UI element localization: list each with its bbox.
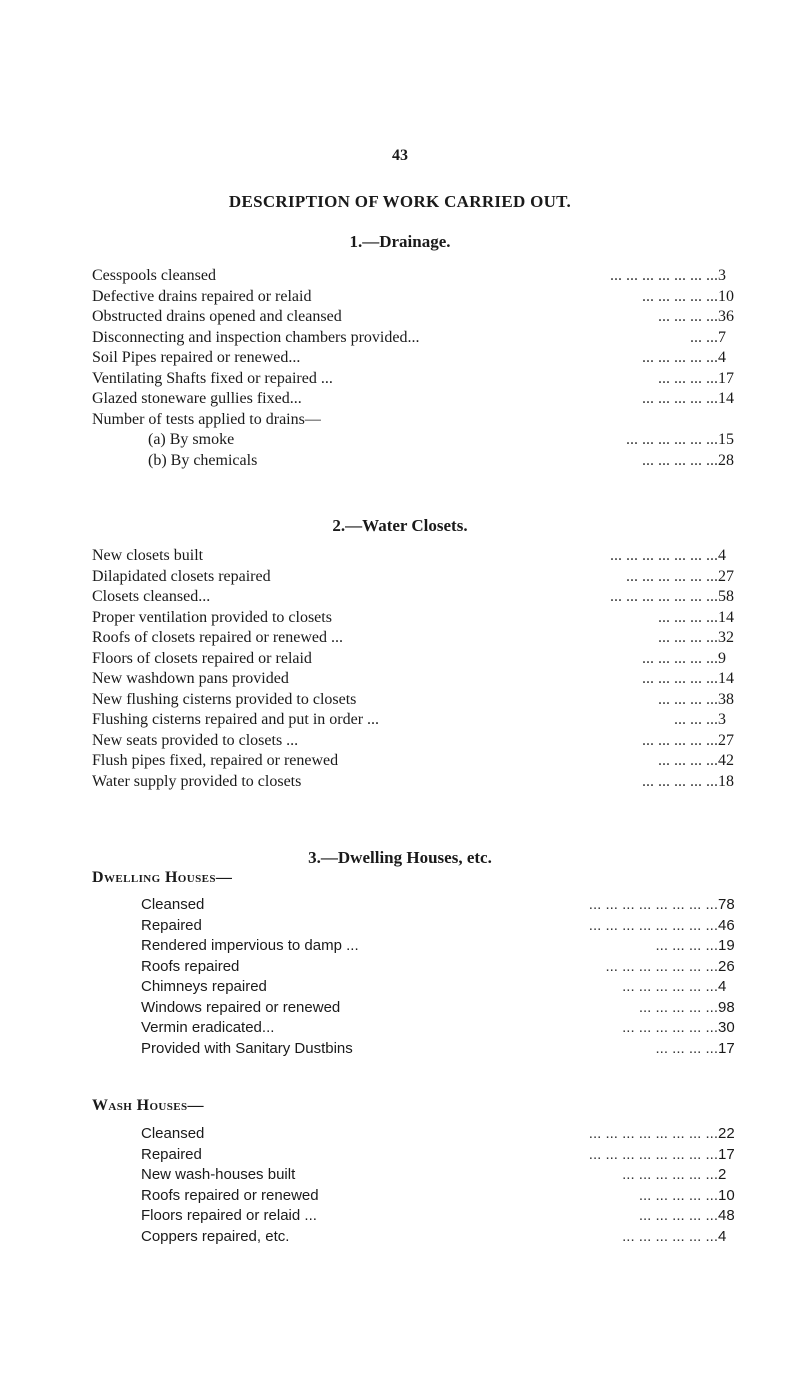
dwelling-houses-list — [0, 895, 800, 1059]
entry-value: 28 — [718, 451, 734, 469]
subsection-heading-wash-houses: Wash Houses— — [92, 1097, 204, 1114]
entry-value: 3 — [718, 267, 726, 284]
entry-label: Roofs of closets repaired or renewed ... — [92, 629, 344, 646]
entry-value: 14 — [718, 608, 734, 626]
entry-label: Glazed stoneware gullies fixed... — [92, 390, 302, 407]
leader-dots: ... ... ... ... ... — [642, 349, 718, 366]
list-item — [0, 895, 800, 916]
entry-value: 26 — [718, 957, 735, 975]
leader-dots: ... ... ... ... ... ... ... — [605, 957, 718, 975]
entry-value: 14 — [718, 390, 734, 407]
entry-value: 14 — [718, 670, 734, 687]
entry-value: 32 — [718, 629, 734, 646]
leader-dots: ... ... ... — [674, 711, 718, 728]
list-item — [0, 430, 800, 451]
entry-value: 9 — [718, 649, 726, 667]
entry-label: Water supply provided to closets — [92, 772, 302, 790]
entry-value: 27 — [718, 567, 734, 585]
entry-label: Rendered impervious to damp ... — [141, 937, 359, 954]
list-item — [0, 1165, 800, 1186]
list-item — [0, 451, 800, 472]
entry-value: 4 — [718, 978, 727, 995]
list-item — [0, 307, 800, 328]
list-item — [0, 1018, 800, 1039]
leader-dots: ... ... ... ... ... ... ... — [610, 588, 718, 605]
entry-value: 36 — [718, 308, 734, 325]
entry-label: Disconnecting and inspection chambers provided... — [92, 328, 420, 346]
leader-dots: ... ... ... ... — [658, 752, 718, 769]
entry-label: (b) By chemicals — [148, 451, 258, 469]
leader-dots: ... ... ... ... — [655, 1039, 718, 1057]
list-item — [0, 328, 800, 349]
list-item — [0, 389, 800, 410]
list-item — [0, 690, 800, 711]
entry-label: Repaired — [141, 1145, 202, 1163]
entry-value: 10 — [718, 287, 734, 305]
entry-label: (a) By smoke — [148, 431, 235, 448]
leader-dots: ... ... ... ... — [658, 629, 718, 646]
leader-dots: ... ... ... ... ... ... ... ... — [588, 1145, 718, 1163]
section-heading-drainage: 1.—Drainage. — [349, 232, 451, 251]
list-item — [0, 1206, 800, 1227]
entry-label: New seats provided to closets ... — [92, 731, 299, 749]
leader-dots: ... ... ... ... ... ... — [622, 978, 718, 995]
entry-value: 30 — [718, 1019, 735, 1036]
entry-label: Flushing cisterns repaired and put in order ... — [92, 711, 380, 728]
list-item — [0, 1145, 800, 1166]
page-number: 43 — [392, 147, 408, 164]
leader-dots: ... ... ... ... ... ... ... ... — [588, 916, 718, 934]
entry-value: 17 — [718, 369, 734, 387]
list-item — [0, 936, 800, 957]
entry-label: Repaired — [141, 916, 202, 934]
entry-value: 15 — [718, 431, 734, 448]
entry-value: 10 — [718, 1186, 735, 1204]
entry-value: 48 — [718, 1207, 735, 1224]
list-item — [0, 1039, 800, 1060]
list-item — [0, 369, 800, 390]
entry-value: 17 — [718, 1039, 735, 1057]
entry-label: Number of tests applied to drains— — [92, 410, 321, 428]
list-item — [0, 669, 800, 690]
list-item — [0, 1186, 800, 1207]
subsection-heading-dwelling-houses: Dwelling Houses— — [92, 869, 233, 886]
entry-value: 58 — [718, 588, 734, 605]
entry-label: New washdown pans provided — [92, 670, 289, 687]
leader-dots: ... ... ... ... ... — [638, 998, 718, 1016]
entry-value: 98 — [718, 998, 735, 1016]
section-heading-dwelling-houses: 3.—Dwelling Houses, etc. — [308, 848, 492, 867]
entry-label: Vermin eradicated... — [141, 1019, 275, 1036]
entry-value: 27 — [718, 731, 734, 749]
leader-dots: ... ... ... ... ... ... ... — [610, 547, 718, 564]
entry-label: Provided with Sanitary Dustbins — [141, 1039, 353, 1057]
list-item — [0, 628, 800, 649]
entry-label: Chimneys repaired — [141, 978, 267, 995]
list-item — [0, 710, 800, 731]
list-item — [0, 546, 800, 567]
entry-label: Flush pipes fixed, repaired or renewed — [92, 752, 339, 769]
leader-dots: ... ... ... ... ... ... — [622, 1166, 718, 1183]
leader-dots: ... ... ... ... ... ... — [626, 567, 718, 585]
leader-dots: ... ... ... ... — [658, 608, 718, 626]
entry-value: 4 — [718, 349, 726, 366]
entry-value: 38 — [718, 690, 734, 708]
leader-dots: ... ... ... ... ... — [642, 670, 718, 687]
list-item — [0, 587, 800, 608]
list-item — [0, 1124, 800, 1145]
entry-value: 42 — [718, 752, 734, 769]
list-item — [0, 998, 800, 1019]
leader-dots: ... ... ... ... ... ... ... — [610, 267, 718, 284]
list-item — [0, 266, 800, 287]
leader-dots: ... ... ... ... ... ... — [622, 1019, 718, 1036]
leader-dots: ... ... ... ... ... — [642, 287, 718, 305]
entry-label: Roofs repaired or renewed — [141, 1186, 319, 1204]
leader-dots: ... ... ... ... ... ... ... ... — [588, 1125, 718, 1142]
leader-dots: ... ... ... ... ... — [642, 451, 718, 469]
list-item — [0, 772, 800, 793]
leader-dots: ... ... ... ... — [655, 937, 718, 954]
entry-label: Closets cleansed... — [92, 588, 211, 605]
list-item — [0, 608, 800, 629]
entry-label: Coppers repaired, etc. — [141, 1227, 290, 1245]
entry-label: Cleansed — [141, 896, 205, 913]
entry-label: Defective drains repaired or relaid — [92, 287, 312, 305]
list-item — [0, 731, 800, 752]
leader-dots: ... ... ... ... ... — [642, 649, 718, 667]
list-item — [0, 567, 800, 588]
entry-label: Roofs repaired — [141, 957, 240, 975]
leader-dots: ... ... ... ... ... ... — [626, 431, 718, 448]
entry-value: 3 — [718, 711, 726, 728]
entry-label: New flushing cisterns provided to closets — [92, 690, 357, 708]
entry-label: Soil Pipes repaired or renewed... — [92, 349, 301, 366]
list-item — [0, 977, 800, 998]
leader-dots: ... ... ... ... ... — [642, 731, 718, 749]
entry-label: Floors of closets repaired or relaid — [92, 649, 312, 667]
leader-dots: ... ... ... ... ... — [638, 1186, 718, 1204]
entry-value: 46 — [718, 916, 735, 934]
entry-value: 7 — [718, 328, 726, 346]
list-item — [0, 957, 800, 978]
list-item — [0, 916, 800, 937]
entry-value: 17 — [718, 1145, 735, 1163]
leader-dots: ... ... ... ... ... ... ... ... — [588, 896, 718, 913]
entry-value: 4 — [718, 1227, 727, 1245]
entry-value: 22 — [718, 1125, 735, 1142]
leader-dots: ... ... — [690, 328, 718, 346]
entry-value: 78 — [718, 896, 735, 913]
entry-label: Windows repaired or renewed — [141, 998, 341, 1016]
page-title: DESCRIPTION OF WORK CARRIED OUT. — [228, 192, 572, 211]
entry-label: Floors repaired or relaid ... — [141, 1207, 317, 1224]
list-item — [0, 348, 800, 369]
entry-label: Cesspools cleansed — [92, 267, 216, 284]
entry-label: Obstructed drains opened and cleansed — [92, 308, 342, 325]
list-item — [0, 410, 800, 431]
entry-value: 19 — [718, 937, 735, 954]
entry-label: Proper ventilation provided to closets — [92, 608, 332, 626]
entry-value: 2 — [718, 1166, 727, 1183]
entry-value: 18 — [718, 772, 734, 790]
leader-dots: ... ... ... ... ... ... — [622, 1227, 718, 1245]
list-item — [0, 649, 800, 670]
list-item — [0, 287, 800, 308]
wash-houses-list — [0, 1124, 800, 1247]
leader-dots: ... ... ... ... — [658, 690, 718, 708]
leader-dots: ... ... ... ... — [658, 308, 718, 325]
entry-label: Ventilating Shafts fixed or repaired ... — [92, 369, 333, 387]
drainage-list — [0, 266, 800, 471]
entry-label: Dilapidated closets repaired — [92, 567, 271, 585]
entry-label: New wash-houses built — [141, 1166, 296, 1183]
water-closets-list — [0, 546, 800, 792]
list-item — [0, 1227, 800, 1248]
entry-label: New closets built — [92, 547, 204, 564]
leader-dots: ... ... ... ... ... — [642, 390, 718, 407]
entry-label: Cleansed — [141, 1125, 205, 1142]
leader-dots: ... ... ... ... ... — [642, 772, 718, 790]
list-item — [0, 751, 800, 772]
entry-value: 4 — [718, 547, 726, 564]
leader-dots: ... ... ... ... ... — [638, 1207, 718, 1224]
section-heading-water-closets: 2.—Water Closets. — [332, 516, 468, 535]
leader-dots: ... ... ... ... — [658, 369, 718, 387]
